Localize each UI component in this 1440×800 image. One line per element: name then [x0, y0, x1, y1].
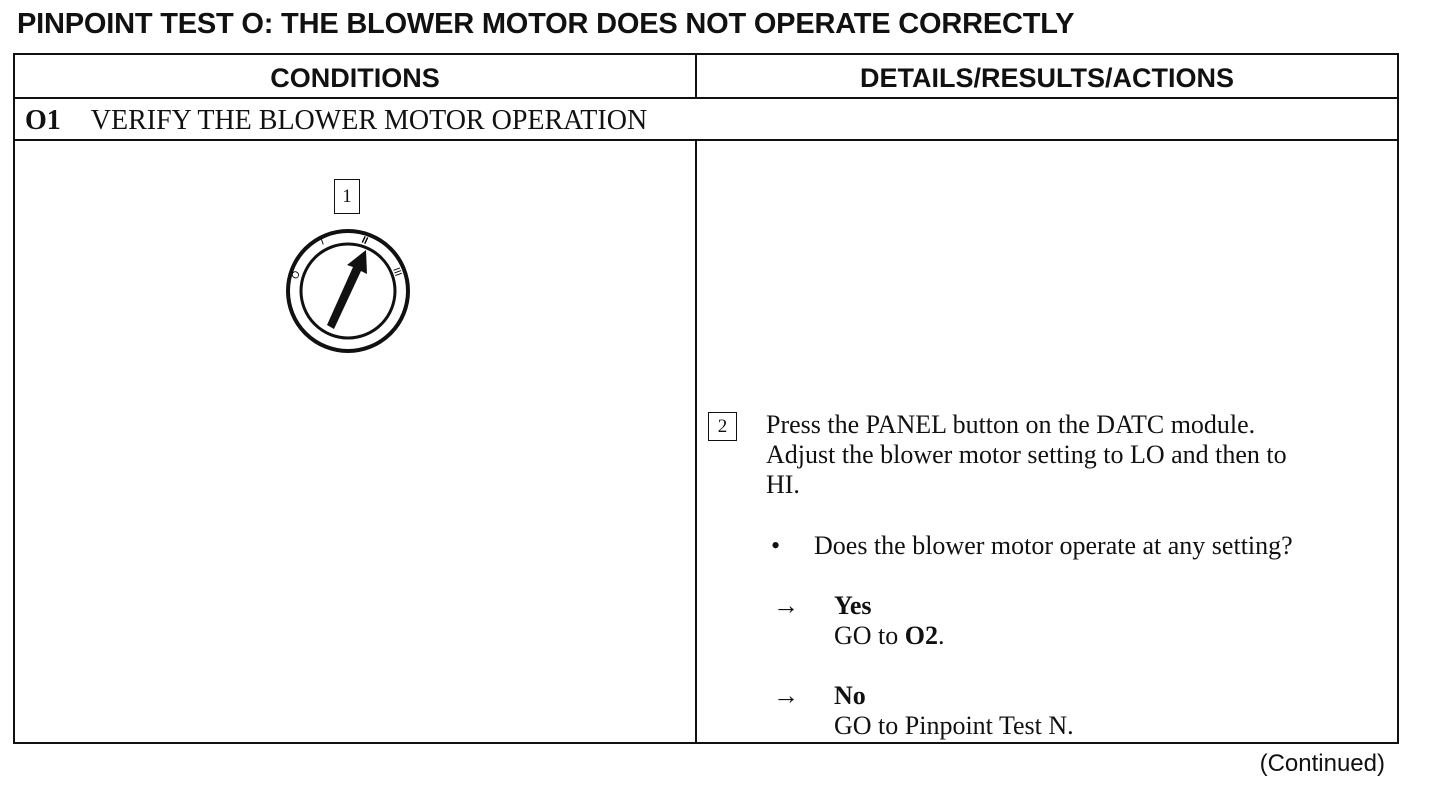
instruction-text: [766, 410, 1287, 500]
page-title: PINPOINT TEST O: THE BLOWER MOTOR DOES NOT OPERATE CORRECTLY: [17, 8, 1075, 40]
answer-yes-action-suffix: .: [938, 621, 945, 650]
header-divider: [15, 97, 1397, 99]
bullet-icon: •: [771, 531, 781, 560]
instruction-line-1: Press the PANEL button on the DATC module.: [766, 410, 1256, 439]
blower-knob-icon: [281, 225, 415, 353]
answer-no-action: GO to Pinpoint Test N.: [834, 711, 1074, 740]
callout-2: 2: [708, 412, 737, 441]
step-row: [25, 105, 647, 137]
callout-1: 1: [334, 179, 360, 214]
answer-no: [834, 681, 1074, 741]
answer-yes-action-prefix: GO to: [834, 621, 905, 650]
instruction-line-3: HI.: [766, 470, 800, 499]
pinpoint-test-table: [13, 53, 1399, 744]
dial-mark-3: III: [390, 266, 404, 278]
instruction-line-2: Adjust the blower motor setting to LO and then to: [766, 440, 1287, 469]
continued-note: (Continued): [1259, 750, 1385, 777]
header-details-results-actions: DETAILS/RESULTS/ACTIONS: [859, 63, 1234, 93]
dial-pointer-arrow: [327, 250, 367, 329]
dial-mark-2: II: [359, 234, 370, 248]
step-number: O1: [25, 105, 61, 136]
header-conditions: CONDITIONS: [270, 63, 440, 93]
arrow-right-icon: →: [773, 591, 799, 620]
answer-yes-target: O2: [904, 621, 939, 650]
header-column-divider: [695, 55, 697, 99]
answer-yes-label: Yes: [834, 591, 872, 620]
step-divider: [15, 139, 1397, 141]
answer-yes-action: [834, 621, 945, 650]
answer-yes: [834, 591, 945, 651]
dial-mark-off: O: [289, 269, 303, 282]
body-column-divider: [695, 141, 697, 742]
step-label: VERIFY THE BLOWER MOTOR OPERATION: [90, 105, 648, 136]
answer-no-label: No: [834, 681, 866, 710]
question-text: Does the blower motor operate at any setting?: [814, 531, 1293, 560]
dial-mark-1: I: [319, 236, 326, 248]
arrow-right-icon: →: [773, 681, 799, 710]
